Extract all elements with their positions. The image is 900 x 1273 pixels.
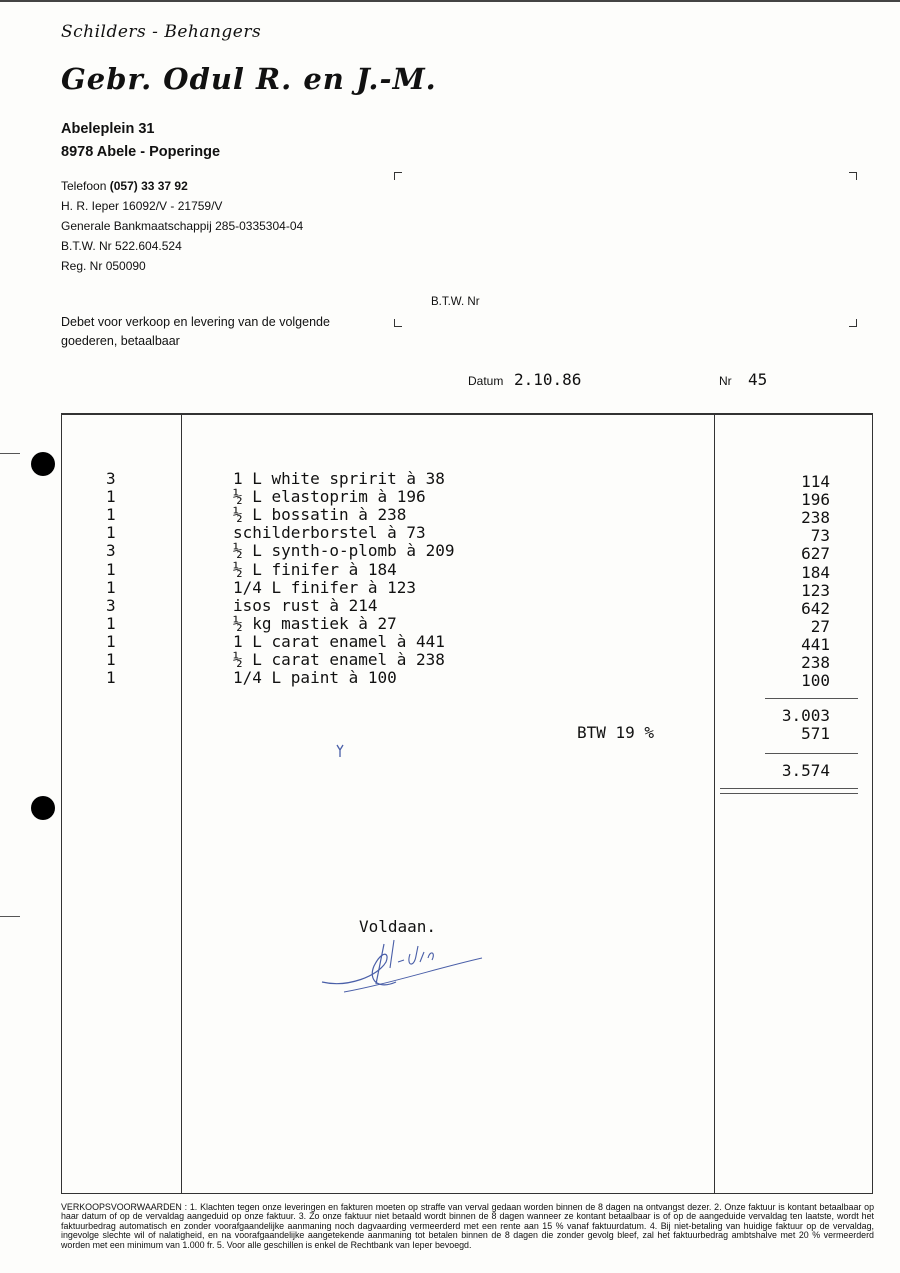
signature [318,932,486,996]
phone-number: (057) 33 37 92 [109,179,188,193]
item-description: 1 L white spririt à 38 [233,469,445,488]
invoice-number: 45 [748,370,768,389]
item-qty: 3 [106,541,116,561]
item-qty: 1 [106,523,116,543]
subtotal-amount: 3.003 [781,706,830,725]
item-description: schilderborstel à 73 [233,523,426,543]
total-rule [765,753,858,754]
phone-line [61,176,303,196]
date-label: Datum [468,374,504,388]
total-amount: 3.574 [781,761,830,780]
item-description: ½ L synth-o-plomb à 209 [233,541,455,561]
fold-mark [0,916,20,917]
qty-column-divider [181,414,182,1194]
item-description: 1/4 L finifer à 123 [233,577,417,597]
register-line: H. R. Ieper 16092/V - 21759/V [61,199,223,213]
pen-mark [334,742,346,760]
item-qty: 1 [106,487,116,507]
vat-rate-label: BTW 19 % [577,723,655,742]
intro-line-1: Debet voor verkoop en levering van de volgende [61,315,330,329]
item-amount: 627 [801,544,830,564]
total-double-rule-1 [720,788,858,789]
top-edge-line [0,0,900,2]
item-qty: 3 [106,595,116,615]
item-description: 1 L carat enamel à 441 [233,631,445,651]
amount-column-divider [714,414,715,1194]
reg-number: 050090 [105,259,146,273]
intro-line-2: goederen, betaalbaar [61,334,180,348]
item-qty: 1 [106,559,116,579]
item-description: ½ L finifer à 184 [233,559,397,579]
item-description: ½ kg mastiek à 27 [233,613,397,633]
item-qty: 1 [106,631,116,651]
item-description: isos rust à 214 [233,595,378,615]
item-qty: 1 [106,505,116,525]
reg-line [61,256,303,276]
item-qty: 1 [106,577,116,597]
item-qty: 1 [106,668,116,688]
item-description: ½ L elastoprim à 196 [233,487,426,507]
company-details [61,176,303,276]
fold-mark [0,453,20,454]
bank-line: Generale Bankmaatschappij 285-0335304-04 [61,219,304,233]
binder-hole-top [31,452,55,476]
vat-line [61,236,303,256]
item-amount: 238 [801,508,830,528]
item-qty: 3 [106,469,116,488]
invoice-date: 2.10.86 [514,370,582,389]
number-label: Nr [719,374,732,388]
reg-label: Reg. Nr [61,259,103,273]
item-amount: 642 [801,598,830,618]
item-description: ½ L bossatin à 238 [233,505,407,525]
vat-number: 522.604.524 [115,239,182,253]
item-amount: 441 [801,634,830,654]
company-name: Gebr. Odul R. en J.-M. [61,62,437,96]
item-description: ½ L carat enamel à 238 [233,650,445,669]
item-amount: 123 [801,580,830,600]
item-amount: 238 [801,653,830,672]
total-double-rule-2 [720,793,858,794]
customer-vat-label: B.T.W. Nr [431,296,480,308]
phone-label: Telefoon [61,179,107,193]
paid-note: Voldaan. [359,917,437,936]
trade-line: Schilders - Behangers [61,22,262,42]
vat-label: B.T.W. Nr [61,239,112,253]
address-corner-br [849,319,857,327]
table-right-border [872,414,873,1194]
sales-terms: VERKOOPSVOORWAARDEN : 1. Klachten tegen onze leveringen en fakturen moeten op straffe van verval gedaan worden binnen de 8 dagen na ontvangst dezer. 2. Onze faktuur is kontant betaalbaar op haar datum of op de vervaldag aangeduid op onze faktuur. 3. Zo onze faktuur niet betaald wordt binnen de 8 dagen wanneer ze kontant betaalbaar is of op de aangeduide vervaldag ten laatste, wordt het faktuurbedrag automatisch en zonder voorafgaandelijke aanmaning noch dagvaarding vermeerderd met een rente aan 15 % vanaf faktuurdatum. 4. Bij niet-betaling van huidige faktuur op de vervaldag, ingevolge slechte wil of nalatigheid, en na voorafgaandelijke aangetekende aanmaning tot betalen binnen de 8 dagen die zonder gevolg bleef, zal het faktuurbedrag ambtshalve met 20 % vermeerderd worden met een minimum van 1.000 fr. 5. Voor alle geschillen is enkel de Rechtbank van Ieper bevoegd. [61,1202,874,1250]
vat-amount: 571 [801,724,830,743]
subtotal-rule [765,698,858,699]
street-address: Abeleplein 31 [61,121,155,137]
address-corner-tl [394,172,402,180]
item-amount: 27 [810,616,830,636]
item-qty: 1 [106,613,116,633]
binder-hole-bottom [31,796,55,820]
item-qty: 1 [106,650,116,669]
address-corner-tr [849,172,857,180]
table-left-border [61,414,62,1194]
city-address: 8978 Abele - Poperinge [61,144,221,160]
item-amount: 184 [801,562,830,582]
item-amount: 114 [801,472,830,491]
table-bottom-border [61,1193,873,1194]
table-top-border [61,413,873,415]
item-amount: 100 [801,671,830,691]
address-corner-bl [394,319,402,327]
item-description: 1/4 L paint à 100 [233,668,397,688]
item-amount: 196 [801,490,830,510]
item-amount: 73 [810,526,830,546]
